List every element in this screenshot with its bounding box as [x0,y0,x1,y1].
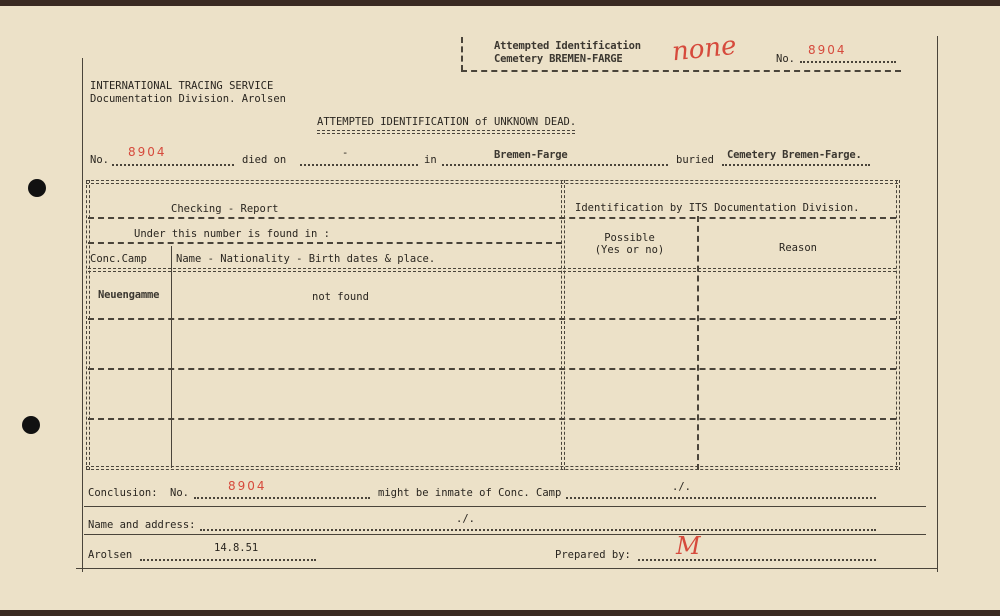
name-address-value: ./. [456,513,475,525]
table-camp-divider [171,246,172,468]
name-address-label: Name and address: [88,519,196,531]
frame-right-line [937,36,938,572]
punch-hole-top [28,179,46,197]
punch-hole-bottom [22,416,40,434]
name-address-dots [200,529,876,531]
in-label: in [424,154,437,166]
org-line2: Documentation Division. Arolsen [90,93,286,105]
buried-label: buried [676,154,714,166]
conclusion-no-value: 8904 [228,479,267,493]
frame-left-line [82,58,83,572]
identification-header: Identification by ITS Documentation Division. [575,202,860,214]
table-row-line-1 [88,318,896,320]
conclusion-inmate-label: might be inmate of Conc. Camp [378,487,562,499]
footer-date-dots [140,559,316,561]
table-row-line-3 [88,418,896,420]
page-title: ATTEMPTED IDENTIFICATION of UNKNOWN DEAD. [317,116,577,128]
in-dots [442,164,668,166]
under-number-header: Under this number is found in : [134,228,330,240]
died-on-dots [300,164,418,166]
document-card [0,6,1000,610]
header-no-value: 8904 [808,43,847,57]
died-on-value: - [342,147,349,159]
title-underline [317,130,575,134]
header-no-dots [800,61,896,63]
table-row-camp: Neuengamme [98,289,160,301]
died-on-label: died on [242,154,287,166]
header-no-label: No. [776,53,795,65]
header-box-left-border [461,37,463,71]
col-name-header: Name - Nationality - Birth dates & place. [176,253,436,265]
table-bottom-border [86,466,898,470]
table-line-2 [88,242,562,244]
col-reason-header: Reason [779,242,817,254]
table-reason-divider [697,216,699,470]
in-value: Bremen-Farge [494,149,568,161]
handwritten-note: none [670,30,738,68]
table-left-border [86,180,90,470]
prepared-by-label: Prepared by: [555,549,631,561]
footer-place-label: Arolsen [88,549,133,561]
conclusion-inmate-dots [566,497,876,499]
conclusion-inmate-value: ./. [672,481,691,493]
conclusion-no-dots [194,497,370,499]
record-no-label: No. [90,154,109,166]
header-box-bottom-border [461,70,901,72]
frame-bottom-line [76,568,938,569]
table-section-divider [561,180,565,470]
table-row-line-2 [88,368,896,370]
table-right-border [896,180,900,470]
table-row-name: not found [312,291,369,303]
buried-value: Cemetery Bremen-Farge. [727,149,862,161]
header-box-line1: Attempted Identification [494,40,641,52]
org-line1: INTERNATIONAL TRACING SERVICE [90,80,274,92]
buried-dots [722,164,870,166]
table-top-border [86,180,898,184]
header-box-line2: Cemetery BREMEN-FARGE [494,53,623,65]
table-line-1 [88,217,896,219]
col-camp-header: Conc.Camp [90,253,147,265]
prepared-by-signature: M [676,532,701,560]
name-address-separator [84,534,926,535]
col-possible-header: Possible (Yes or no) [594,232,665,256]
conclusion-label: Conclusion: [88,487,158,499]
prepared-by-dots [638,559,876,561]
record-no-value: 8904 [128,145,167,159]
checking-report-header: Checking - Report [171,203,279,215]
table-header-bottom [88,268,896,272]
footer-date-value: 14.8.51 [214,542,259,554]
conclusion-no-label: No. [170,487,189,499]
conclusion-separator [84,506,926,507]
record-no-dots [112,164,234,166]
